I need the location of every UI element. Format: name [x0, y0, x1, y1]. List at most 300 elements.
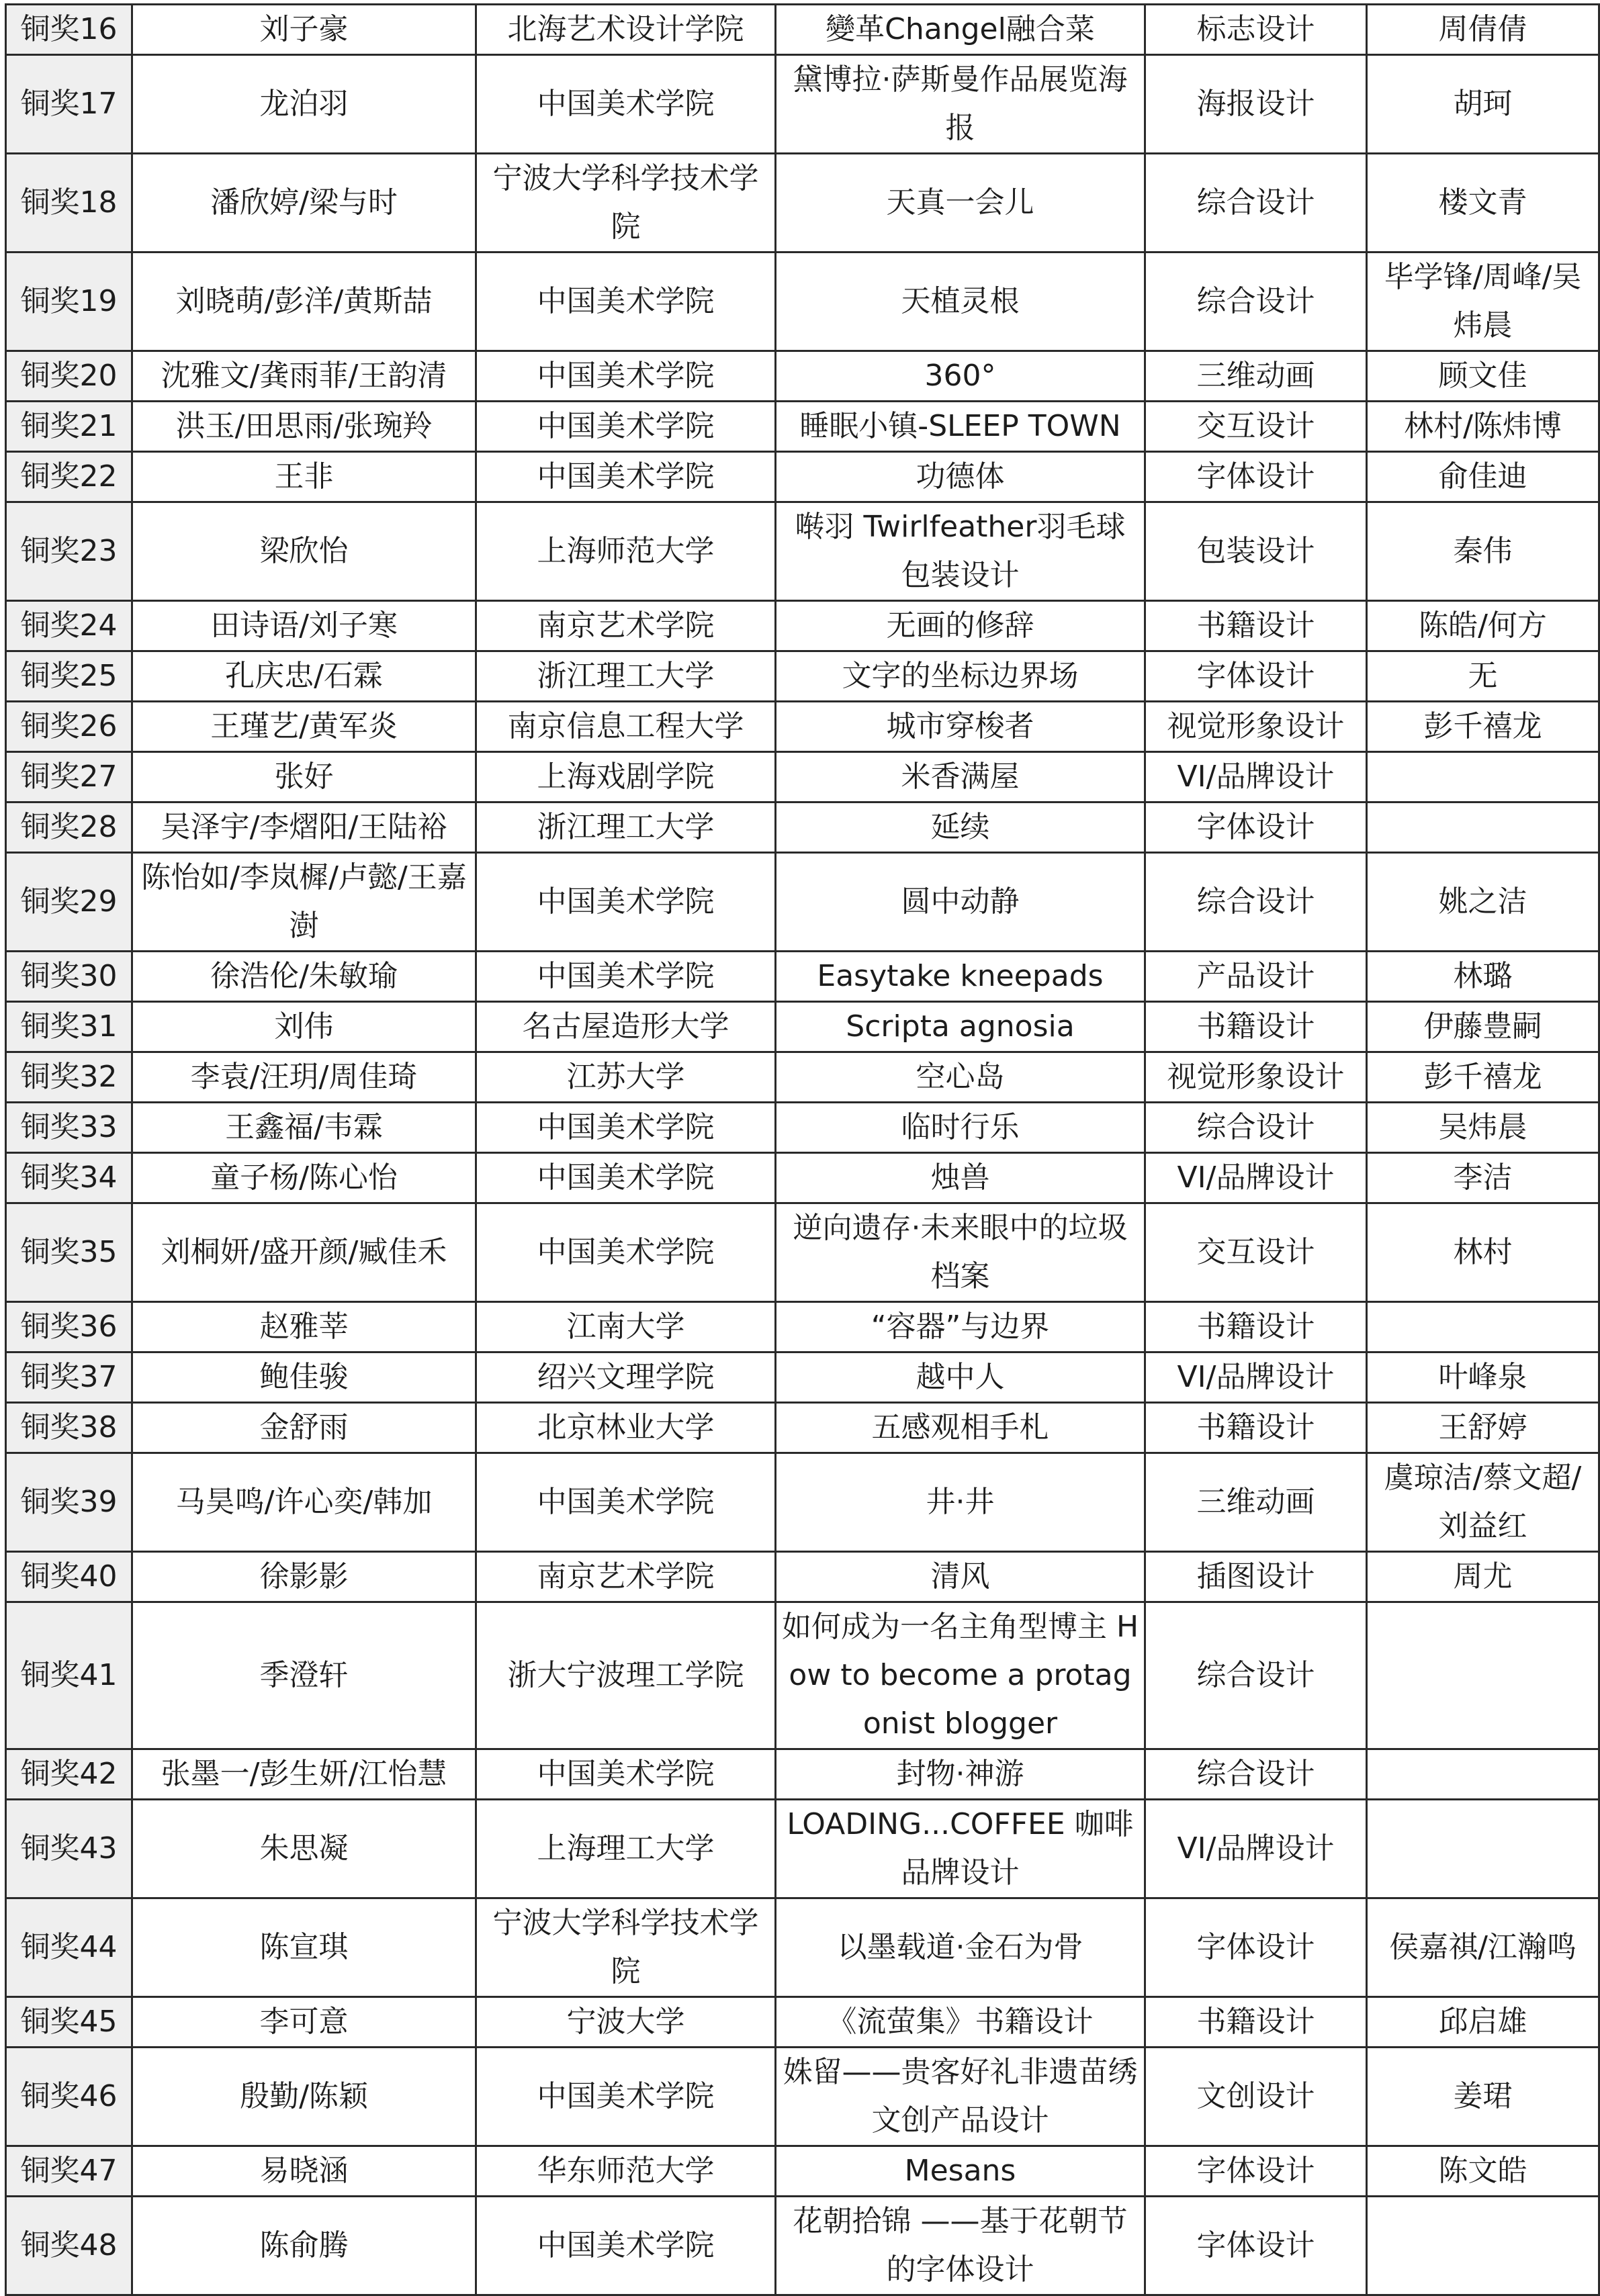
award-rank-cell — [6, 952, 132, 1002]
table-row — [6, 853, 1599, 952]
award-rank-text: 铜奖21 — [20, 409, 118, 443]
table-row — [6, 1602, 1599, 1749]
award-rank-cell — [6, 1602, 132, 1749]
school-cell — [476, 252, 776, 351]
school-cell — [476, 452, 776, 502]
table-row — [6, 1103, 1599, 1153]
work-title-text: 功德体 — [916, 459, 1005, 494]
advisor-cell — [1367, 702, 1599, 752]
student-names-cell — [132, 154, 476, 252]
student-names-text: 刘子豪 — [259, 12, 349, 46]
school-text: 中国美术学院 — [537, 959, 715, 993]
student-names-cell — [132, 5, 476, 55]
school-cell — [476, 601, 776, 651]
student-names-cell — [132, 1103, 476, 1153]
school-cell — [476, 1898, 776, 1997]
category-cell — [1145, 1749, 1367, 1800]
advisor-text: 陈皓/何方 — [1419, 608, 1547, 643]
student-names-text: 刘桐妍/盛开颜/臧佳禾 — [161, 1235, 447, 1269]
student-names-text: 李可意 — [259, 2005, 349, 2039]
work-title-text: 米香满屋 — [901, 760, 1020, 794]
advisor-cell — [1367, 853, 1599, 952]
work-title-cell — [776, 1749, 1145, 1800]
school-cell — [476, 651, 776, 702]
work-title-cell — [776, 1602, 1145, 1749]
table-row — [6, 502, 1599, 601]
category-cell — [1145, 1302, 1367, 1352]
work-title-cell — [776, 651, 1145, 702]
school-cell — [476, 1997, 776, 2048]
student-names-text: 刘伟 — [274, 1009, 334, 1044]
school-text: 浙大宁波理工学院 — [507, 1658, 744, 1692]
category-cell — [1145, 1997, 1367, 2048]
award-rank-text: 铜奖47 — [20, 2154, 118, 2188]
student-names-text: 徐影影 — [259, 1559, 349, 1594]
advisor-cell — [1367, 1352, 1599, 1403]
category-text: VI/品牌设计 — [1177, 1360, 1335, 1394]
advisor-text: 彭千禧龙 — [1423, 709, 1542, 743]
school-cell — [476, 502, 776, 601]
work-title-text: 天植灵根 — [901, 284, 1020, 318]
category-text: 视觉形象设计 — [1167, 709, 1345, 743]
student-names-text: 殷勤/陈颖 — [240, 2079, 368, 2113]
school-cell — [476, 853, 776, 952]
student-names-cell — [132, 952, 476, 1002]
category-cell — [1145, 502, 1367, 601]
work-title-text: 五感观相手札 — [871, 1410, 1049, 1444]
category-cell — [1145, 651, 1367, 702]
award-rank-text: 铜奖37 — [20, 1360, 118, 1394]
table-row — [6, 752, 1599, 802]
category-cell — [1145, 452, 1367, 502]
advisor-cell — [1367, 1800, 1599, 1898]
award-rank-cell — [6, 2197, 132, 2295]
award-rank-cell — [6, 1302, 132, 1352]
work-title-cell — [776, 1997, 1145, 2048]
award-rank-cell — [6, 154, 132, 252]
work-title-text: 逆向遗存·未来眼中的垃圾档案 — [793, 1211, 1128, 1293]
student-names-text: 赵雅莘 — [259, 1310, 349, 1344]
work-title-cell — [776, 1403, 1145, 1453]
award-rank-text: 铜奖28 — [20, 810, 118, 844]
category-cell — [1145, 402, 1367, 452]
advisor-text: 邱启雄 — [1438, 2005, 1527, 2039]
work-title-text: 黛博拉·萨斯曼作品展览海报 — [793, 62, 1128, 145]
school-text: 中国美术学院 — [537, 409, 715, 443]
student-names-text: 王非 — [274, 459, 334, 494]
work-title-cell — [776, 252, 1145, 351]
award-rank-text: 铜奖46 — [20, 2079, 118, 2113]
award-rank-cell — [6, 5, 132, 55]
table-row — [6, 1552, 1599, 1602]
category-text: 综合设计 — [1196, 884, 1315, 919]
category-text: 字体设计 — [1196, 810, 1315, 844]
student-names-cell — [132, 351, 476, 402]
advisor-text: 林村/陈炜博 — [1404, 409, 1562, 443]
category-cell — [1145, 1002, 1367, 1052]
category-cell — [1145, 1103, 1367, 1153]
student-names-cell — [132, 502, 476, 601]
work-title-text: 清风 — [930, 1559, 990, 1594]
table-row — [6, 1302, 1599, 1352]
award-rank-cell — [6, 1800, 132, 1898]
category-text: 文创设计 — [1196, 2079, 1315, 2113]
school-text: 中国美术学院 — [537, 284, 715, 318]
work-title-cell — [776, 402, 1145, 452]
student-names-text: 陈宣琪 — [259, 1930, 349, 1964]
award-rank-cell — [6, 1002, 132, 1052]
school-cell — [476, 1800, 776, 1898]
advisor-cell — [1367, 802, 1599, 853]
advisor-cell — [1367, 2146, 1599, 2197]
award-rank-text: 铜奖31 — [20, 1009, 118, 1044]
work-title-cell — [776, 2146, 1145, 2197]
category-text: 产品设计 — [1196, 959, 1315, 993]
work-title-cell — [776, 55, 1145, 154]
award-rank-cell — [6, 752, 132, 802]
student-names-cell — [132, 601, 476, 651]
advisor-cell — [1367, 1552, 1599, 1602]
work-title-text: 圆中动静 — [901, 884, 1020, 919]
school-text: 绍兴文理学院 — [537, 1360, 715, 1394]
category-text: VI/品牌设计 — [1177, 1160, 1335, 1195]
work-title-text: 临时行乐 — [901, 1110, 1020, 1144]
work-title-text: 封物·神游 — [896, 1757, 1024, 1791]
student-names-text: 田诗语/刘子寒 — [210, 608, 398, 643]
award-rank-text: 铜奖23 — [20, 534, 118, 568]
award-rank-text: 铜奖24 — [20, 608, 118, 643]
work-title-cell — [776, 452, 1145, 502]
table-row — [6, 1898, 1599, 1997]
advisor-cell — [1367, 1203, 1599, 1302]
award-rank-cell — [6, 651, 132, 702]
advisor-text: 林璐 — [1453, 959, 1513, 993]
advisor-text: 叶峰泉 — [1438, 1360, 1527, 1394]
work-title-text: 空心岛 — [916, 1060, 1005, 1094]
school-text: 上海师范大学 — [537, 534, 715, 568]
advisor-text: 李洁 — [1453, 1160, 1513, 1195]
category-text: 字体设计 — [1196, 459, 1315, 494]
student-names-text: 易晓涵 — [259, 2154, 349, 2188]
student-names-text: 张墨一/彭生妍/江怡慧 — [161, 1757, 447, 1791]
category-cell — [1145, 1052, 1367, 1103]
category-cell — [1145, 154, 1367, 252]
awards-table — [5, 3, 1600, 2296]
category-text: VI/品牌设计 — [1177, 1831, 1335, 1866]
advisor-text: 伊藤豊嗣 — [1423, 1009, 1542, 1044]
student-names-cell — [132, 1153, 476, 1203]
category-cell — [1145, 601, 1367, 651]
student-names-cell — [132, 1302, 476, 1352]
school-text: 北海艺术设计学院 — [507, 12, 744, 46]
award-rank-cell — [6, 1352, 132, 1403]
advisor-cell — [1367, 55, 1599, 154]
school-cell — [476, 952, 776, 1002]
advisor-cell — [1367, 752, 1599, 802]
advisor-text: 顾文佳 — [1438, 359, 1527, 393]
school-cell — [476, 1052, 776, 1103]
table-row — [6, 1800, 1599, 1898]
table-row — [6, 1749, 1599, 1800]
school-cell — [476, 752, 776, 802]
work-title-cell — [776, 1800, 1145, 1898]
advisor-cell — [1367, 601, 1599, 651]
student-names-cell — [132, 1352, 476, 1403]
advisor-text: 彭千禧龙 — [1423, 1060, 1542, 1094]
award-rank-cell — [6, 1203, 132, 1302]
school-cell — [476, 1749, 776, 1800]
award-rank-cell — [6, 252, 132, 351]
advisor-text: 周尤 — [1453, 1559, 1513, 1594]
work-title-text: 啭羽 Twirlfeather羽毛球包装设计 — [795, 510, 1126, 592]
award-rank-text: 铜奖44 — [20, 1930, 118, 1964]
work-title-text: Scripta agnosia — [846, 1009, 1075, 1044]
work-title-text: 延续 — [930, 810, 990, 844]
advisor-text: 俞佳迪 — [1438, 459, 1527, 494]
advisor-cell — [1367, 252, 1599, 351]
table-row — [6, 1153, 1599, 1203]
category-text: 综合设计 — [1196, 185, 1315, 220]
school-text: 华东师范大学 — [537, 2154, 715, 2188]
advisor-cell — [1367, 1403, 1599, 1453]
advisor-cell — [1367, 1898, 1599, 1997]
award-rank-cell — [6, 2146, 132, 2197]
table-row — [6, 1997, 1599, 2048]
student-names-text: 潘欣婷/梁与时 — [210, 185, 398, 220]
school-text: 宁波大学科学技术学院 — [492, 1906, 759, 1988]
student-names-text: 李袁/汪玥/周佳琦 — [190, 1060, 418, 1094]
award-rank-cell — [6, 853, 132, 952]
table-row — [6, 1002, 1599, 1052]
award-rank-text: 铜奖48 — [20, 2228, 118, 2262]
category-text: 海报设计 — [1196, 87, 1315, 121]
table-row — [6, 601, 1599, 651]
student-names-cell — [132, 1052, 476, 1103]
work-title-text: 井·井 — [926, 1485, 995, 1519]
award-rank-text: 铜奖38 — [20, 1410, 118, 1444]
table-row — [6, 2197, 1599, 2295]
student-names-cell — [132, 2197, 476, 2295]
work-title-cell — [776, 1453, 1145, 1552]
advisor-cell — [1367, 1103, 1599, 1153]
advisor-cell — [1367, 5, 1599, 55]
work-title-text: LOADING...COFFEE 咖啡品牌设计 — [787, 1807, 1134, 1890]
category-text: VI/品牌设计 — [1177, 760, 1335, 794]
school-text: 中国美术学院 — [537, 1160, 715, 1195]
category-cell — [1145, 853, 1367, 952]
advisor-cell — [1367, 452, 1599, 502]
work-title-cell — [776, 802, 1145, 853]
category-text: 交互设计 — [1196, 1235, 1315, 1269]
student-names-cell — [132, 1552, 476, 1602]
school-cell — [476, 1552, 776, 1602]
advisor-cell — [1367, 154, 1599, 252]
school-cell — [476, 1153, 776, 1203]
table-row — [6, 55, 1599, 154]
advisor-cell — [1367, 1453, 1599, 1552]
award-rank-text: 铜奖45 — [20, 2005, 118, 2039]
school-text: 中国美术学院 — [537, 1110, 715, 1144]
table-row — [6, 1403, 1599, 1453]
award-rank-cell — [6, 402, 132, 452]
award-rank-cell — [6, 1997, 132, 2048]
award-rank-cell — [6, 2048, 132, 2146]
advisor-text: 毕学锋/周峰/吴炜晨 — [1384, 260, 1582, 342]
work-title-cell — [776, 853, 1145, 952]
work-title-text: 變革Changel融合菜 — [826, 12, 1095, 46]
advisor-cell — [1367, 1153, 1599, 1203]
work-title-cell — [776, 2197, 1145, 2295]
student-names-cell — [132, 55, 476, 154]
advisor-cell — [1367, 1052, 1599, 1103]
award-rank-cell — [6, 802, 132, 853]
school-text: 江南大学 — [566, 1310, 685, 1344]
student-names-text: 鲍佳骏 — [259, 1360, 349, 1394]
work-title-cell — [776, 1103, 1145, 1153]
category-text: 书籍设计 — [1196, 1410, 1315, 1444]
category-text: 综合设计 — [1196, 1658, 1315, 1692]
advisor-cell — [1367, 1302, 1599, 1352]
school-text: 宁波大学科学技术学院 — [492, 161, 759, 244]
school-cell — [476, 55, 776, 154]
work-title-cell — [776, 5, 1145, 55]
award-rank-cell — [6, 1103, 132, 1153]
student-names-text: 吴泽宇/李熠阳/王陆裕 — [161, 810, 447, 844]
school-cell — [476, 1302, 776, 1352]
category-text: 书籍设计 — [1196, 1310, 1315, 1344]
school-cell — [476, 2048, 776, 2146]
student-names-text: 童子杨/陈心怡 — [210, 1160, 398, 1195]
award-rank-text: 铜奖19 — [20, 284, 118, 318]
award-rank-text: 铜奖40 — [20, 1559, 118, 1594]
work-title-text: “容器”与边界 — [871, 1310, 1050, 1344]
work-title-cell — [776, 2048, 1145, 2146]
work-title-cell — [776, 1002, 1145, 1052]
school-text: 南京信息工程大学 — [507, 709, 744, 743]
advisor-text: 姜珺 — [1453, 2079, 1513, 2113]
school-cell — [476, 802, 776, 853]
student-names-cell — [132, 1749, 476, 1800]
work-title-text: 360° — [924, 359, 996, 393]
student-names-cell — [132, 1602, 476, 1749]
table-row — [6, 402, 1599, 452]
work-title-text: 如何成为一名主角型博主 How to become a protagonist blogger — [781, 1610, 1139, 1741]
advisor-cell — [1367, 1997, 1599, 2048]
award-rank-cell — [6, 1453, 132, 1552]
category-text: 标志设计 — [1196, 12, 1315, 46]
category-cell — [1145, 351, 1367, 402]
student-names-text: 王鑫福/韦霖 — [225, 1110, 383, 1144]
student-names-cell — [132, 1403, 476, 1453]
award-rank-cell — [6, 1552, 132, 1602]
award-rank-text: 铜奖20 — [20, 359, 118, 393]
category-cell — [1145, 702, 1367, 752]
work-title-text: Easytake kneepads — [817, 959, 1104, 993]
work-title-text: 花朝拾锦 ——基于花朝节的字体设计 — [793, 2204, 1128, 2287]
student-names-text: 朱思凝 — [259, 1831, 349, 1866]
table-row — [6, 1453, 1599, 1552]
school-text: 中国美术学院 — [537, 459, 715, 494]
category-cell — [1145, 55, 1367, 154]
student-names-cell — [132, 1002, 476, 1052]
award-rank-cell — [6, 1153, 132, 1203]
school-cell — [476, 2146, 776, 2197]
category-text: 书籍设计 — [1196, 2005, 1315, 2039]
category-cell — [1145, 752, 1367, 802]
category-cell — [1145, 952, 1367, 1002]
school-text: 南京艺术学院 — [537, 1559, 715, 1594]
advisor-text: 无 — [1468, 659, 1498, 693]
student-names-text: 洪玉/田思雨/张琬羚 — [175, 409, 433, 443]
advisor-text: 虞琼洁/蔡文超/刘益红 — [1384, 1461, 1582, 1543]
school-text: 南京艺术学院 — [537, 608, 715, 643]
awards-table-body — [6, 5, 1599, 2295]
student-names-text: 刘晓萌/彭洋/黄斯喆 — [175, 284, 433, 318]
student-names-cell — [132, 252, 476, 351]
award-rank-text: 铜奖16 — [20, 12, 118, 46]
advisor-text: 胡珂 — [1453, 87, 1513, 121]
advisor-text: 周倩倩 — [1438, 12, 1527, 46]
school-text: 名古屋造形大学 — [522, 1009, 729, 1044]
school-cell — [476, 351, 776, 402]
school-cell — [476, 1352, 776, 1403]
award-rank-text: 铜奖43 — [20, 1831, 118, 1866]
school-cell — [476, 1453, 776, 1552]
student-names-text: 金舒雨 — [259, 1410, 349, 1444]
category-text: 综合设计 — [1196, 1757, 1315, 1791]
work-title-cell — [776, 1552, 1145, 1602]
school-cell — [476, 1403, 776, 1453]
school-text: 中国美术学院 — [537, 884, 715, 919]
school-text: 上海理工大学 — [537, 1831, 715, 1866]
award-rank-text: 铜奖18 — [20, 185, 118, 220]
award-rank-text: 铜奖25 — [20, 659, 118, 693]
work-title-text: 《流萤集》书籍设计 — [827, 2005, 1094, 2039]
award-rank-text: 铜奖42 — [20, 1757, 118, 1791]
work-title-cell — [776, 752, 1145, 802]
advisor-cell — [1367, 351, 1599, 402]
category-cell — [1145, 2048, 1367, 2146]
table-row — [6, 1052, 1599, 1103]
category-cell — [1145, 1898, 1367, 1997]
work-title-cell — [776, 601, 1145, 651]
advisor-cell — [1367, 2048, 1599, 2146]
category-cell — [1145, 1602, 1367, 1749]
work-title-text: 越中人 — [916, 1360, 1005, 1394]
student-names-cell — [132, 853, 476, 952]
category-cell — [1145, 1352, 1367, 1403]
student-names-text: 徐浩伦/朱敏瑜 — [210, 959, 398, 993]
award-rank-text: 铜奖30 — [20, 959, 118, 993]
student-names-cell — [132, 1997, 476, 2048]
advisor-text: 侯嘉祺/江瀚鸣 — [1389, 1930, 1576, 1964]
school-cell — [476, 1002, 776, 1052]
table-row — [6, 1203, 1599, 1302]
category-cell — [1145, 1403, 1367, 1453]
award-rank-cell — [6, 452, 132, 502]
student-names-text: 梁欣怡 — [259, 534, 349, 568]
school-text: 浙江理工大学 — [537, 659, 715, 693]
work-title-cell — [776, 351, 1145, 402]
advisor-cell — [1367, 402, 1599, 452]
category-cell — [1145, 1552, 1367, 1602]
award-rank-cell — [6, 1898, 132, 1997]
school-text: 江苏大学 — [566, 1060, 685, 1094]
advisor-cell — [1367, 1602, 1599, 1749]
award-rank-text: 铜奖34 — [20, 1160, 118, 1195]
award-rank-text: 铜奖35 — [20, 1235, 118, 1269]
student-names-text: 龙泊羽 — [259, 87, 349, 121]
